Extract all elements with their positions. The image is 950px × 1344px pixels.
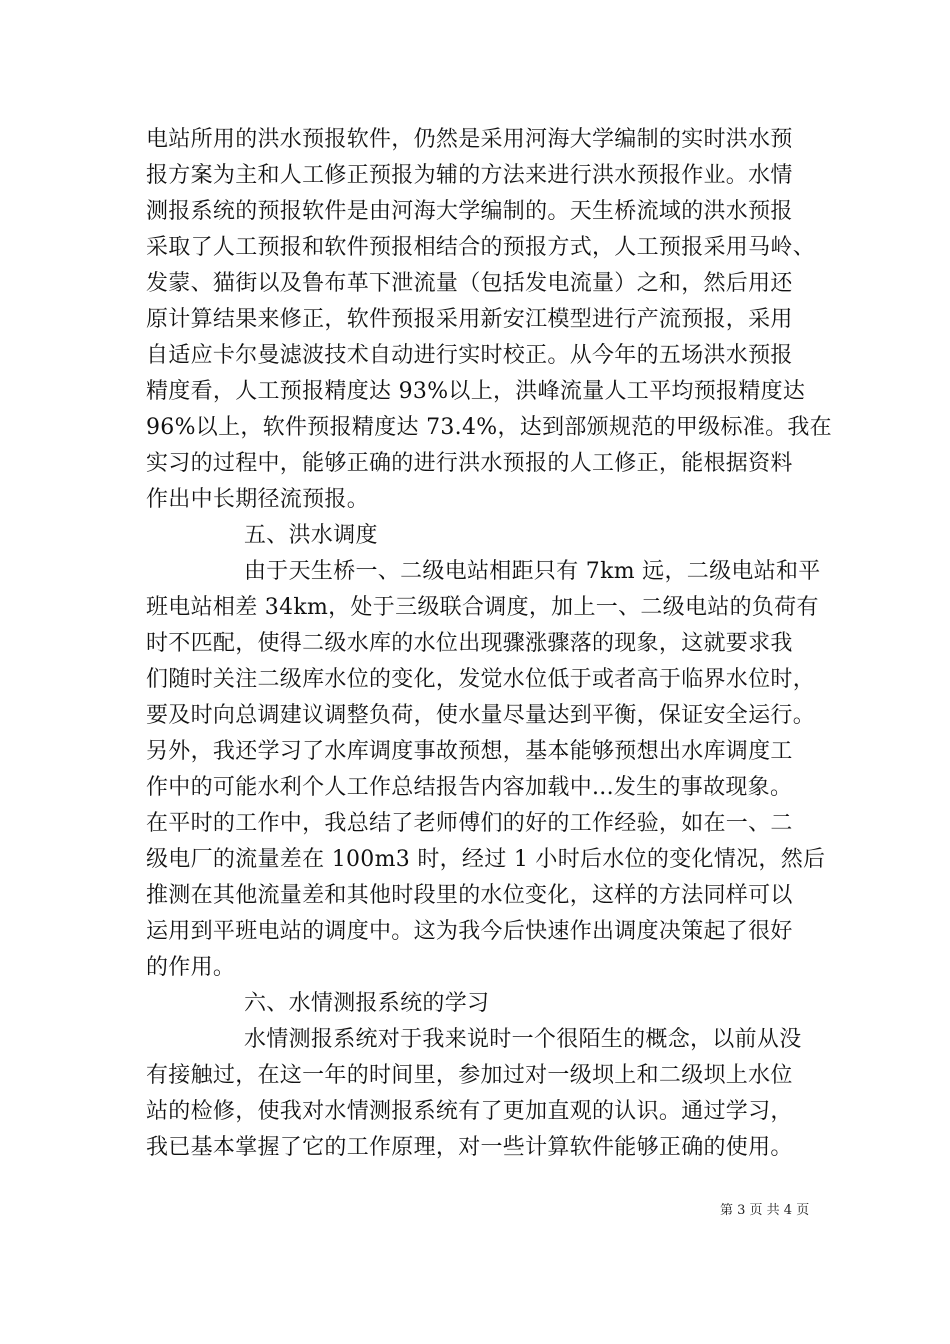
text-line: 作出中长期径流预报。 [146, 487, 370, 512]
text-line: 电站所用的洪水预报软件，仍然是采用河海大学编制的实时洪水预 [146, 127, 793, 152]
text-line: 另外，我还学习了水库调度事故预想，基本能够预想出水库调度工 [146, 739, 793, 764]
text-line: 水情测报系统对于我来说时一个很陌生的概念，以前从没 [244, 1027, 802, 1052]
text-line: 由于天生桥一、二级电站相距只有 7km 远，二级电站和平 [244, 559, 821, 584]
text-line: 班电站相差 34km，处于三级联合调度，加上一、二级电站的负荷有 [146, 595, 819, 620]
text-line: 站的检修，使我对水情测报系统有了更加直观的认识。通过学习， [146, 1099, 793, 1124]
page-number-footer: 第 3 页 共 4 页 [720, 1203, 810, 1218]
text-line: 精度看，人工预报精度达 93%以上，洪峰流量人工平均预报精度达 [146, 379, 806, 404]
text-line: 报方案为主和人工修正预报为辅的方法来进行洪水预报作业。水情 [146, 163, 793, 188]
text-line: 96%以上，软件预报精度达 73.4%，达到部颁规范的甲级标准。我在 [146, 415, 832, 440]
text-line: 原计算结果来修正，软件预报采用新安江模型进行产流预报，采用 [146, 307, 793, 332]
text-line: 们随时关注二级库水位的变化，发觉水位低于或者高于临界水位时， [146, 667, 816, 692]
text-line: 在平时的工作中，我总结了老师傅们的好的工作经验，如在一、二 [146, 811, 793, 836]
text-line: 运用到平班电站的调度中。这为我今后快速作出调度决策起了很好 [146, 919, 793, 944]
text-line: 级电厂的流量差在 100m3 时，经过 1 小时后水位的变化情况，然后 [146, 847, 826, 872]
text-line: 时不匹配，使得二级水库的水位出现骤涨骤落的现象，这就要求我 [146, 631, 793, 656]
text-line: 的作用。 [146, 955, 236, 980]
text-line: 要及时向总调建议调整负荷，使水量尽量达到平衡，保证安全运行。 [146, 703, 816, 728]
text-line: 有接触过，在这一年的时间里，参加过对一级坝上和二级坝上水位 [146, 1063, 793, 1088]
text-line: 测报系统的预报软件是由河海大学编制的。天生桥流域的洪水预报 [146, 199, 793, 224]
text-line: 采取了人工预报和软件预报相结合的预报方式，人工预报采用马岭、 [146, 235, 816, 260]
section-heading-flood-dispatch: 五、洪水调度 [244, 523, 378, 548]
section-heading-hydrology-system: 六、水情测报系统的学习 [244, 991, 490, 1016]
text-line: 推测在其他流量差和其他时段里的水位变化，这样的方法同样可以 [146, 883, 793, 908]
text-line: 作中的可能水利个人工作总结报告内容加载中...发生的事故现象。 [146, 775, 793, 800]
text-line: 我已基本掌握了它的工作原理，对一些计算软件能够正确的使用。 [146, 1135, 793, 1160]
text-line: 实习的过程中，能够正确的进行洪水预报的人工修正，能根据资料 [146, 451, 793, 476]
text-line: 自适应卡尔曼滤波技术自动进行实时校正。从今年的五场洪水预报 [146, 343, 793, 368]
text-line: 发蒙、猫街以及鲁布革下泄流量（包括发电流量）之和，然后用还 [146, 271, 793, 296]
